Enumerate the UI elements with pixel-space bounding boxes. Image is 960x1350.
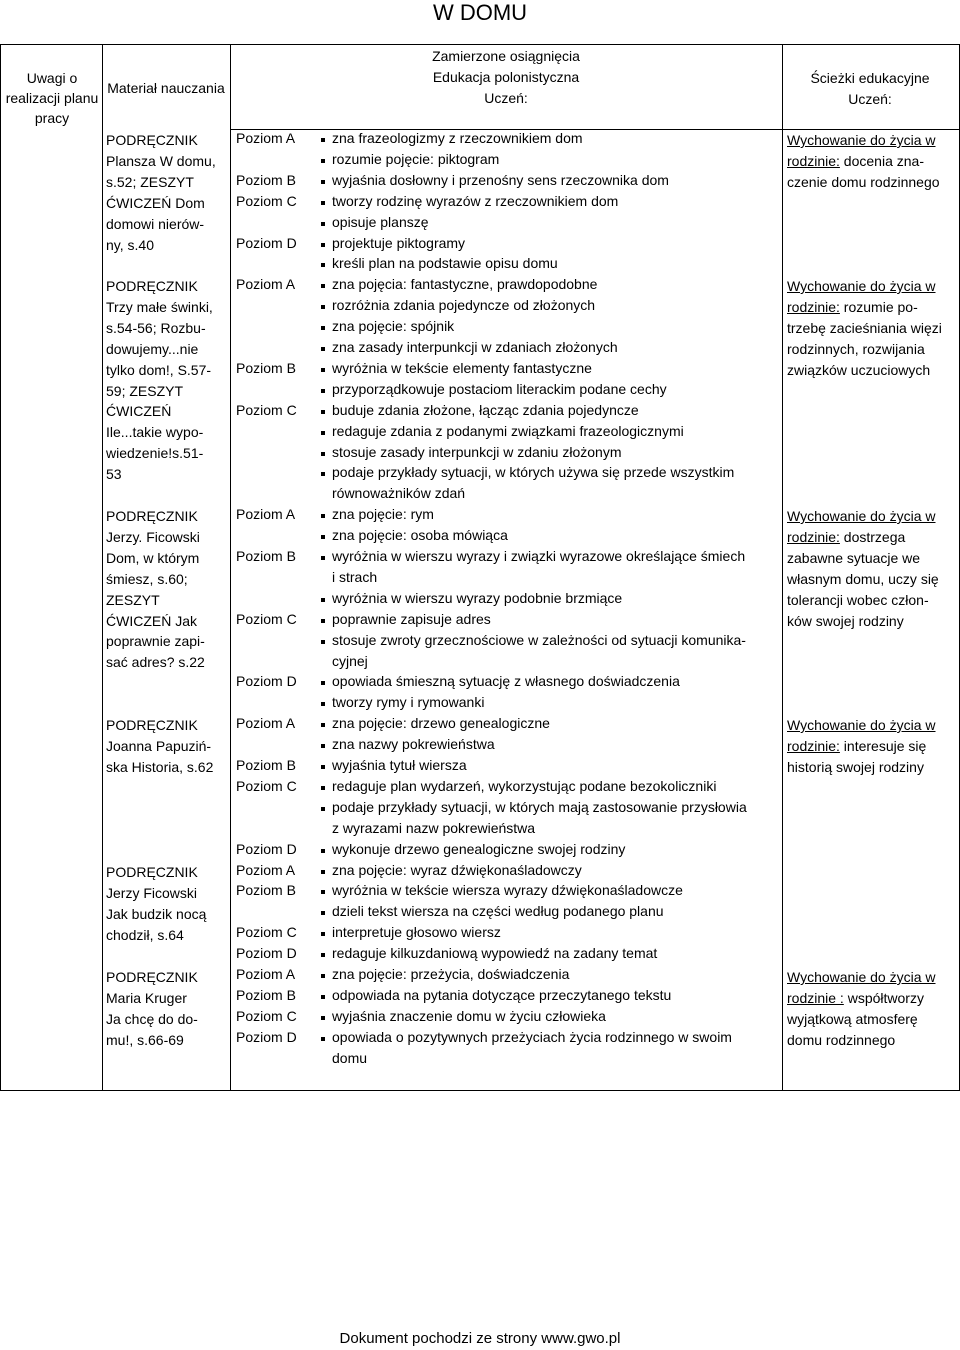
material-line: poprawnie zapi- bbox=[106, 633, 205, 650]
material-line: 59; ZESZYT bbox=[106, 382, 184, 399]
material-line: 53 bbox=[106, 466, 122, 483]
achievement-row bbox=[236, 1050, 782, 1071]
achievement-row bbox=[236, 736, 782, 757]
achievement-row bbox=[236, 381, 782, 402]
achievement-text: tworzy rymy i rymowanki bbox=[332, 694, 485, 711]
achievement-text: redaguje zdania z podanymi związkami frazeologicznymi bbox=[332, 422, 684, 439]
material-line: PODRĘCZNIK bbox=[106, 278, 198, 294]
achievement-text: projektuje piktogramy bbox=[332, 234, 466, 251]
path-line: domu rodzinnego bbox=[787, 1031, 896, 1048]
achievement-text: rozumie pojęcie: piktogram bbox=[332, 150, 500, 167]
material-line: ĆWICZEŃ Dom bbox=[106, 194, 205, 211]
level-label: Poziom C bbox=[236, 401, 297, 418]
path-entry bbox=[787, 506, 957, 631]
achievement-row bbox=[236, 778, 782, 799]
achievement-text: zna zasady interpunkcji w zdaniach złożonych bbox=[332, 339, 618, 355]
material-line: PODRĘCZNIK bbox=[106, 717, 198, 733]
header-material: Materiał nauczania bbox=[107, 80, 225, 96]
level-label: Poziom C bbox=[236, 777, 297, 794]
achievement-row bbox=[236, 464, 782, 485]
achievement-row bbox=[236, 339, 782, 360]
level-label: Poziom A bbox=[236, 861, 296, 878]
achievement-text: i strach bbox=[332, 568, 378, 585]
material-line: sać adres? s.22 bbox=[106, 654, 205, 671]
material-line: ĆWICZEŃ bbox=[106, 403, 172, 420]
achievement-text: zna pojęcie: drzewo genealogiczne bbox=[332, 715, 550, 732]
footer-source: Dokument pochodzi ze strony www.gwo.pl bbox=[339, 1330, 621, 1347]
material-line: s.54-56; Rozbu- bbox=[106, 319, 206, 336]
header-achievements-line1: Zamierzone osiągnięcia bbox=[432, 48, 580, 64]
achievement-text: tworzy rodzinę wyrazów z rzeczownikiem dom bbox=[332, 192, 619, 209]
material-line: Joanna Papuziń- bbox=[106, 737, 212, 754]
achievement-text: cyjnej bbox=[332, 652, 368, 669]
achievement-text: zna frazeologizmy z rzeczownikiem dom bbox=[332, 130, 583, 146]
achievement-text: rozróżnia zdania pojedyncze od złożonych bbox=[332, 297, 596, 314]
achievement-text: zna pojęcie: rym bbox=[332, 506, 434, 523]
path-line: Wychowanie do życia w bbox=[787, 508, 936, 524]
path-line: zabawne sytuacje we bbox=[787, 549, 921, 566]
achievement-text: równoważników zdań bbox=[332, 485, 466, 502]
material-line: PODRĘCZNIK bbox=[106, 864, 198, 880]
achievement-row bbox=[236, 548, 782, 569]
achievement-text: odpowiada na pytania dotyczące przeczytanego tekstu bbox=[332, 986, 672, 1003]
achievement-text: stosuje zasady interpunkcji w zdaniu złożonym bbox=[332, 443, 622, 460]
level-label: Poziom B bbox=[236, 171, 296, 188]
achievement-row bbox=[236, 1029, 782, 1050]
achievement-row bbox=[236, 1008, 782, 1029]
achievement-row bbox=[236, 715, 782, 736]
material-entry bbox=[106, 862, 224, 946]
level-label: Poziom A bbox=[236, 276, 296, 293]
path-line: ków swojej rodziny bbox=[787, 612, 904, 629]
level-label: Poziom B bbox=[236, 757, 296, 773]
achievement-text: zna pojęcie: spójnik bbox=[332, 318, 455, 335]
achievement-text: redaguje plan wydarzeń, wykorzystując podane bezokoliczniki bbox=[332, 777, 717, 794]
achievement-text: kreśli plan na podstawie opisu domu bbox=[332, 255, 558, 272]
achievement-row bbox=[236, 235, 782, 256]
achievement-row bbox=[236, 882, 782, 903]
material-line: domowi nierów- bbox=[106, 215, 205, 232]
achievement-row bbox=[236, 862, 782, 883]
material-line: PODRĘCZNIK bbox=[106, 969, 198, 985]
material-entry bbox=[106, 967, 224, 1051]
material-line: Trzy małe świnki, bbox=[106, 298, 213, 315]
achievement-row bbox=[236, 151, 782, 172]
material-entry bbox=[106, 276, 224, 485]
material-line: Ja chcę do do- bbox=[106, 1010, 198, 1027]
achievement-text: zna pojęcie: osoba mówiąca bbox=[332, 527, 508, 544]
path-line: Wychowanie do życia w bbox=[787, 969, 936, 985]
level-label: Poziom C bbox=[236, 924, 297, 941]
material-line: Jak budzik nocą bbox=[106, 905, 207, 922]
level-label: Poziom B bbox=[236, 548, 296, 564]
achievement-text: zna pojęcia: fantastyczne, prawdopodobne bbox=[332, 276, 598, 293]
achievement-row bbox=[236, 987, 782, 1008]
achievement-text: wyjaśnia tytuł wiersza bbox=[332, 757, 467, 773]
level-label: Poziom D bbox=[236, 945, 297, 962]
achievement-text: buduje zdania złożone, łącząc zdania pojedyncze bbox=[332, 401, 639, 418]
achievement-text: zna nazwy pokrewieństwa bbox=[332, 736, 495, 753]
path-line: rodzinie: interesuje się bbox=[787, 737, 927, 754]
achievement-row bbox=[236, 903, 782, 924]
achievement-row bbox=[236, 611, 782, 632]
material-line: ska Historia, s.62 bbox=[106, 758, 214, 775]
achievement-row bbox=[236, 632, 782, 653]
achievement-row bbox=[236, 590, 782, 611]
level-label: Poziom B bbox=[236, 986, 296, 1003]
achievement-text: zna pojęcie: wyraz dźwiękonaśladowczy bbox=[332, 861, 582, 878]
page-title: W DOMU bbox=[432, 0, 528, 25]
achievement-row bbox=[236, 360, 782, 381]
level-label: Poziom D bbox=[236, 1028, 297, 1045]
level-label: Poziom C bbox=[236, 610, 297, 627]
achievement-row bbox=[236, 945, 782, 966]
path-line: czenie domu rodzinnego bbox=[787, 173, 940, 190]
path-line: Wychowanie do życia w bbox=[787, 132, 936, 148]
achievement-text: podaje przykłady sytuacji, w których mają zastosowanie przysłowia bbox=[332, 798, 747, 815]
path-line: związków uczuciowych bbox=[787, 361, 931, 378]
path-line: rodzinie: dostrzega bbox=[787, 528, 906, 545]
achievement-text: wyróżnia w wierszu wyrazy podobnie brzmiące bbox=[332, 589, 623, 606]
material-line: tylko dom!, S.57- bbox=[106, 361, 212, 378]
achievement-row bbox=[236, 820, 782, 841]
achievement-text: wyróżnia w tekście wiersza wyrazy dźwiękonaśladowcze bbox=[332, 882, 683, 899]
achievement-text: zna pojęcie: przeżycia, doświadczenia bbox=[332, 966, 570, 982]
achievement-text: stosuje zwroty grzecznościowe w zależności od sytuacji komunika- bbox=[332, 631, 746, 648]
material-line: Dom, w którym bbox=[106, 549, 200, 566]
achievement-row bbox=[236, 402, 782, 423]
achievement-text: dzieli tekst wiersza na części według podanego planu bbox=[332, 903, 664, 920]
path-line: wyjątkową atmosferę bbox=[787, 1010, 918, 1027]
achievement-text: redaguje kilkuzdaniową wypowiedź na zadany temat bbox=[332, 945, 658, 962]
achievement-row bbox=[236, 966, 782, 987]
level-label: Poziom B bbox=[236, 882, 296, 899]
path-line: historią swojej rodziny bbox=[787, 758, 924, 775]
material-line: s.52; ZESZYT bbox=[106, 173, 194, 190]
material-line: Maria Kruger bbox=[106, 989, 187, 1006]
achievement-text: wyróżnia w wierszu wyrazy i związki wyrazowe określające śmiech bbox=[332, 548, 746, 564]
achievement-text: przyporządkowuje postaciom literackim podane cechy bbox=[332, 380, 667, 397]
path-line: rodzinie: docenia zna- bbox=[787, 152, 924, 169]
level-label: Poziom C bbox=[236, 1007, 297, 1024]
achievement-row bbox=[236, 276, 782, 297]
level-label: Poziom A bbox=[236, 966, 296, 982]
achievement-text: wyjaśnia znaczenie domu w życiu człowieka bbox=[332, 1007, 606, 1024]
material-line: wiedzenie!s.51- bbox=[106, 445, 204, 462]
path-line: rodzinie: rozumie po- bbox=[787, 298, 918, 315]
achievement-row bbox=[236, 506, 782, 527]
header-uwagi: Uwagi o realizacji planu pracy bbox=[5, 70, 99, 126]
material-line: ZESZYT bbox=[106, 591, 160, 608]
achievement-row bbox=[236, 423, 782, 444]
achievement-row bbox=[236, 673, 782, 694]
achievement-row bbox=[236, 297, 782, 318]
material-line: PODRĘCZNIK bbox=[106, 132, 198, 148]
material-line: PODRĘCZNIK bbox=[106, 508, 198, 524]
header-achievements-line3: Uczeń: bbox=[484, 90, 528, 106]
path-entry bbox=[787, 967, 957, 1051]
material-entry bbox=[106, 506, 224, 673]
achievement-row bbox=[236, 255, 782, 276]
achievement-text: z wyrazami nazw pokrewieństwa bbox=[332, 819, 536, 836]
material-line: ĆWICZEŃ Jak bbox=[106, 612, 197, 629]
header-paths bbox=[784, 68, 956, 110]
header-achievements-line2: Edukacja polonistyczna bbox=[432, 69, 580, 85]
material-line: ny, s.40 bbox=[106, 236, 154, 253]
achievement-text: poprawnie zapisuje adres bbox=[332, 610, 491, 627]
material-line: mu!, s.66-69 bbox=[106, 1031, 184, 1048]
header-achievements bbox=[232, 46, 780, 109]
material-entry bbox=[106, 715, 224, 778]
achievement-row bbox=[236, 569, 782, 590]
achievement-row bbox=[236, 444, 782, 465]
level-label: Poziom D bbox=[236, 840, 297, 857]
achievement-row bbox=[236, 841, 782, 862]
level-label: Poziom A bbox=[236, 715, 296, 732]
path-entry bbox=[787, 276, 957, 381]
level-label: Poziom A bbox=[236, 130, 296, 146]
path-entry bbox=[787, 715, 957, 778]
path-line: tolerancji wobec człon- bbox=[787, 591, 929, 608]
material-line: Jerzy Ficowski bbox=[106, 884, 198, 901]
material-line: śmiesz, s.60; bbox=[106, 570, 188, 587]
path-line: rodzinie : współtworzy bbox=[787, 989, 924, 1006]
material-line: Ile...takie wypo- bbox=[106, 424, 204, 441]
material-entry bbox=[106, 130, 224, 255]
achievement-row bbox=[236, 924, 782, 945]
achievement-text: podaje przykłady sytuacji, w których używa się przede wszystkim bbox=[332, 464, 735, 481]
material-line: Plansza W domu, bbox=[106, 152, 216, 169]
level-label: Poziom A bbox=[236, 506, 296, 523]
path-entry bbox=[787, 130, 957, 193]
material-line: Jerzy. Ficowski bbox=[106, 528, 200, 545]
level-label: Poziom D bbox=[236, 673, 297, 690]
achievement-row bbox=[236, 193, 782, 214]
achievement-row bbox=[236, 172, 782, 193]
achievement-text: wyjaśnia dosłowny i przenośny sens rzeczownika dom bbox=[332, 171, 669, 188]
material-line: chodził, s.64 bbox=[106, 926, 184, 943]
achievement-row bbox=[236, 799, 782, 820]
level-label: Poziom B bbox=[236, 359, 296, 376]
level-label: Poziom C bbox=[236, 192, 297, 209]
achievement-row bbox=[236, 694, 782, 715]
achievement-text: interpretuje głosowo wiersz bbox=[332, 924, 501, 941]
achievement-text: wykonuje drzewo genealogiczne swojej rodziny bbox=[332, 840, 626, 857]
path-line: własnym domu, uczy się bbox=[787, 570, 939, 587]
path-line: trzebę zacieśniania więzi bbox=[787, 319, 942, 336]
header-paths-line2: Uczeń: bbox=[848, 91, 892, 107]
achievement-row bbox=[236, 214, 782, 235]
path-line: rodzinnych, rozwijania bbox=[787, 340, 925, 357]
achievement-text: opowiada śmieszną sytuację z własnego doświadczenia bbox=[332, 673, 680, 690]
path-line: Wychowanie do życia w bbox=[787, 717, 936, 733]
achievement-row bbox=[236, 653, 782, 674]
level-label: Poziom D bbox=[236, 234, 297, 251]
achievement-row bbox=[236, 757, 782, 778]
achievement-text: opowiada o pozytywnych przeżyciach życia rodzinnego w swoim bbox=[332, 1028, 732, 1045]
achievement-row bbox=[236, 318, 782, 339]
achievement-text: opisuje planszę bbox=[332, 213, 429, 230]
achievement-row bbox=[236, 130, 782, 151]
material-line: dowujemy...nie bbox=[106, 340, 199, 357]
achievement-text: domu bbox=[332, 1049, 368, 1066]
achievement-text: wyróżnia w tekście elementy fantastyczne bbox=[332, 359, 592, 376]
header-paths-line1: Ścieżki edukacyjne bbox=[810, 70, 930, 86]
achievement-row bbox=[236, 527, 782, 548]
path-line: Wychowanie do życia w bbox=[787, 278, 936, 294]
achievement-row bbox=[236, 485, 782, 506]
